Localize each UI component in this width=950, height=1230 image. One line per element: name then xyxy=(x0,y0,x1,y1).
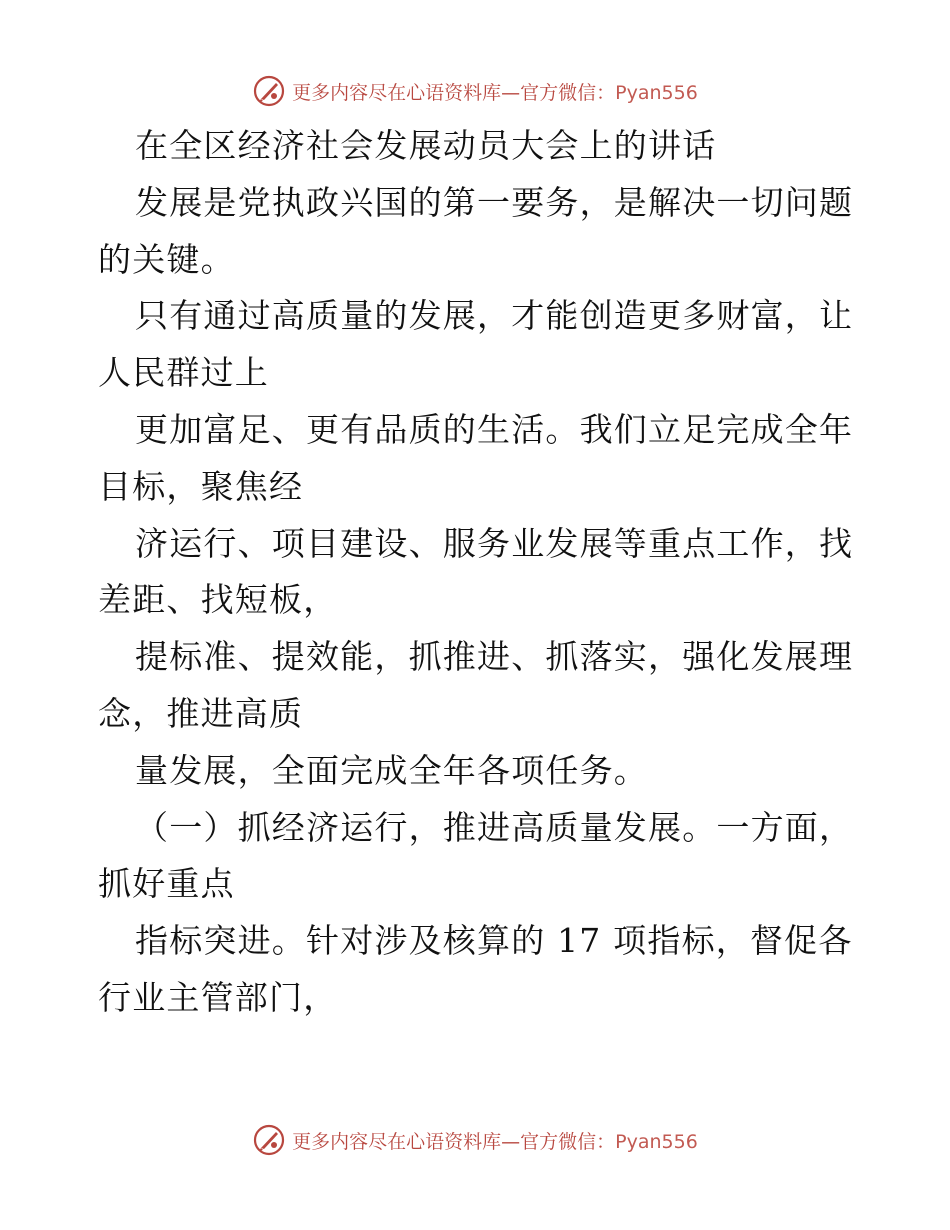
text-line: （一）抓经济运行，推进高质量发展。一方面， xyxy=(135,807,854,847)
quill-pen-icon xyxy=(252,1123,286,1157)
text-line: 念，推进高质 xyxy=(98,693,304,733)
watermark-text: 更多内容尽在心语资料库—官方微信：Pyan556 xyxy=(292,81,698,104)
text-line: 更加富足、更有品质的生活。我们立足完成全年 xyxy=(135,409,854,449)
quill-pen-icon xyxy=(252,74,286,108)
document-body xyxy=(98,118,858,1027)
text-line: 量发展，全面完成全年各项任务。 xyxy=(135,750,648,790)
text-line: 行业主管部门， xyxy=(98,977,338,1017)
text-line: 发展是党执政兴国的第一要务，是解决一切问题 xyxy=(135,182,854,222)
text-line: 的关键。 xyxy=(98,239,235,279)
header-watermark xyxy=(0,71,950,111)
text-line: 差距、找短板， xyxy=(98,580,338,620)
text-line: 目标，聚焦经 xyxy=(98,466,304,506)
text-line: 只有通过高质量的发展，才能创造更多财富，让 xyxy=(135,296,854,336)
text-line: 提标准、提效能，抓推进、抓落实，强化发展理 xyxy=(135,637,854,677)
text-line: 在全区经济社会发展动员大会上的讲话 xyxy=(135,126,717,165)
footer-watermark xyxy=(0,1120,950,1160)
text-line: 指标突进。针对涉及核算的 17 项指标，督促各 xyxy=(135,921,853,961)
text-line: 抓好重点 xyxy=(98,864,235,904)
text-line: 人民群过上 xyxy=(98,353,269,393)
watermark-text: 更多内容尽在心语资料库—官方微信：Pyan556 xyxy=(292,1130,698,1153)
text-line: 济运行、项目建设、服务业发展等重点工作，找 xyxy=(135,523,854,563)
